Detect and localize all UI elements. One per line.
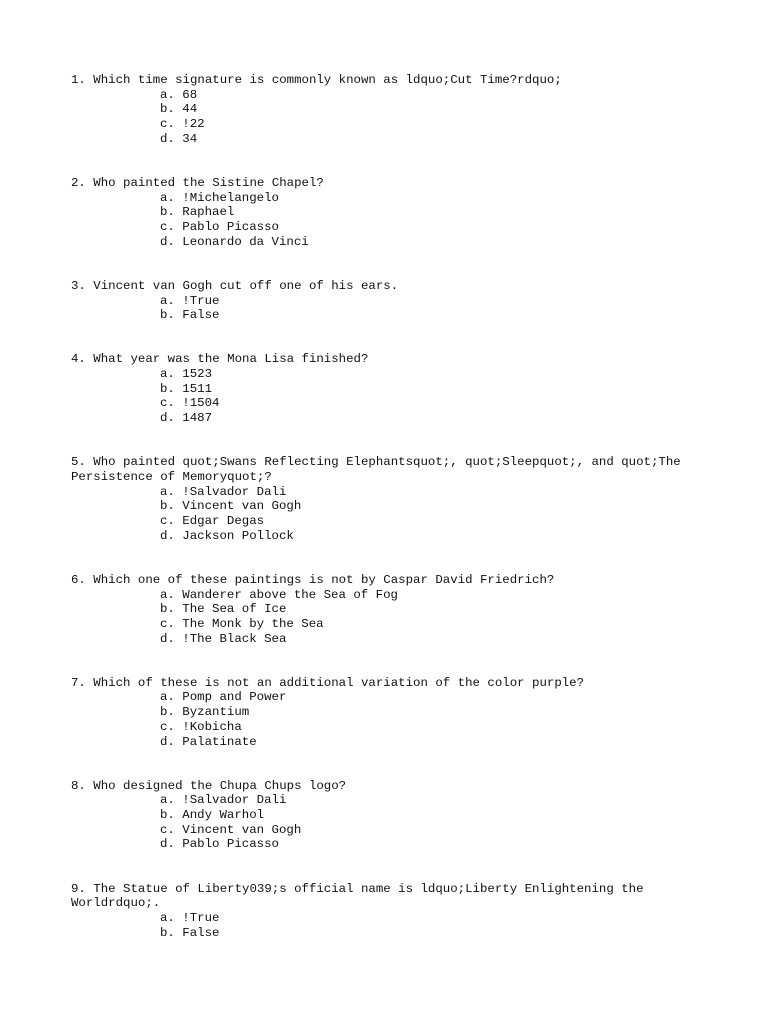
option-d: d. !The Black Sea — [160, 631, 287, 646]
question-text: 5. Who painted quot;Swans Reflecting Elephantsquot;, quot;Sleepquot;, and quot;The Persistence of Memoryquot;? — [71, 455, 689, 484]
option-b: b. The Sea of Ice — [160, 602, 287, 617]
option-a: a. !Salvador Dali — [160, 484, 287, 499]
option-b: b. Andy Warhol — [160, 808, 265, 823]
option-d: d. Palatinate — [160, 734, 257, 749]
quiz-document — [71, 73, 711, 970]
option-d: d. Leonardo da Vinci — [160, 234, 309, 249]
option-b: b. False — [160, 308, 220, 323]
option-list — [71, 690, 711, 749]
option-d: d. 34 — [160, 131, 198, 146]
option-c: c. Edgar Degas — [160, 514, 265, 529]
question-8 — [71, 779, 711, 853]
option-b: b. Raphael — [160, 205, 235, 220]
option-d: d. Jackson Pollock — [160, 528, 294, 543]
option-b: b. Byzantium — [160, 705, 250, 720]
option-c: c. Vincent van Gogh — [160, 822, 302, 837]
question-2 — [71, 176, 711, 250]
option-d: d. 1487 — [160, 411, 213, 426]
option-a: a. 1523 — [160, 367, 213, 382]
option-list — [71, 588, 711, 647]
question-text: 7. Which of these is not an additional variation of the color purple? — [71, 675, 585, 690]
option-a: a. Wanderer above the Sea of Fog — [160, 587, 398, 602]
option-b: b. Vincent van Gogh — [160, 499, 302, 514]
option-c: c. !22 — [160, 117, 205, 132]
option-a: a. !Salvador Dali — [160, 793, 287, 808]
option-d: d. Pablo Picasso — [160, 837, 279, 852]
option-list — [71, 367, 711, 426]
option-c: c. Pablo Picasso — [160, 220, 279, 235]
question-text: 8. Who designed the Chupa Chups logo? — [71, 778, 347, 793]
question-3 — [71, 279, 711, 323]
question-text: 1. Which time signature is commonly known as ldquo;Cut Time?rdquo; — [71, 73, 562, 87]
option-a: a. Pomp and Power — [160, 690, 287, 705]
question-1 — [71, 73, 711, 147]
question-4 — [71, 352, 711, 426]
option-a: a. !True — [160, 293, 220, 308]
option-b: b. 1511 — [160, 381, 213, 396]
option-list — [71, 88, 711, 147]
question-text: 2. Who painted the Sistine Chapel? — [71, 175, 324, 190]
question-6 — [71, 573, 711, 647]
question-text: 6. Which one of these paintings is not by Caspar David Friedrich? — [71, 572, 555, 587]
option-c: c. !1504 — [160, 396, 220, 411]
option-b: b. 44 — [160, 102, 198, 117]
question-7 — [71, 676, 711, 750]
option-list — [71, 485, 711, 544]
option-c: c. !Kobicha — [160, 719, 242, 734]
question-text: 3. Vincent van Gogh cut off one of his ears. — [71, 278, 399, 293]
option-list — [71, 911, 711, 940]
question-text: 4. What year was the Mona Lisa finished? — [71, 352, 369, 367]
option-b: b. False — [160, 925, 220, 940]
option-list — [71, 793, 711, 852]
option-list — [71, 294, 711, 323]
option-list — [71, 191, 711, 250]
question-9 — [71, 882, 711, 941]
question-5 — [71, 455, 711, 543]
option-a: a. !True — [160, 910, 220, 925]
question-text: 9. The Statue of Liberty039;s official name is ldquo;Liberty Enlightening the Worldrdquo;. — [71, 881, 651, 911]
option-c: c. The Monk by the Sea — [160, 616, 324, 631]
option-a: a. 68 — [160, 87, 198, 102]
option-a: a. !Michelangelo — [160, 190, 279, 205]
